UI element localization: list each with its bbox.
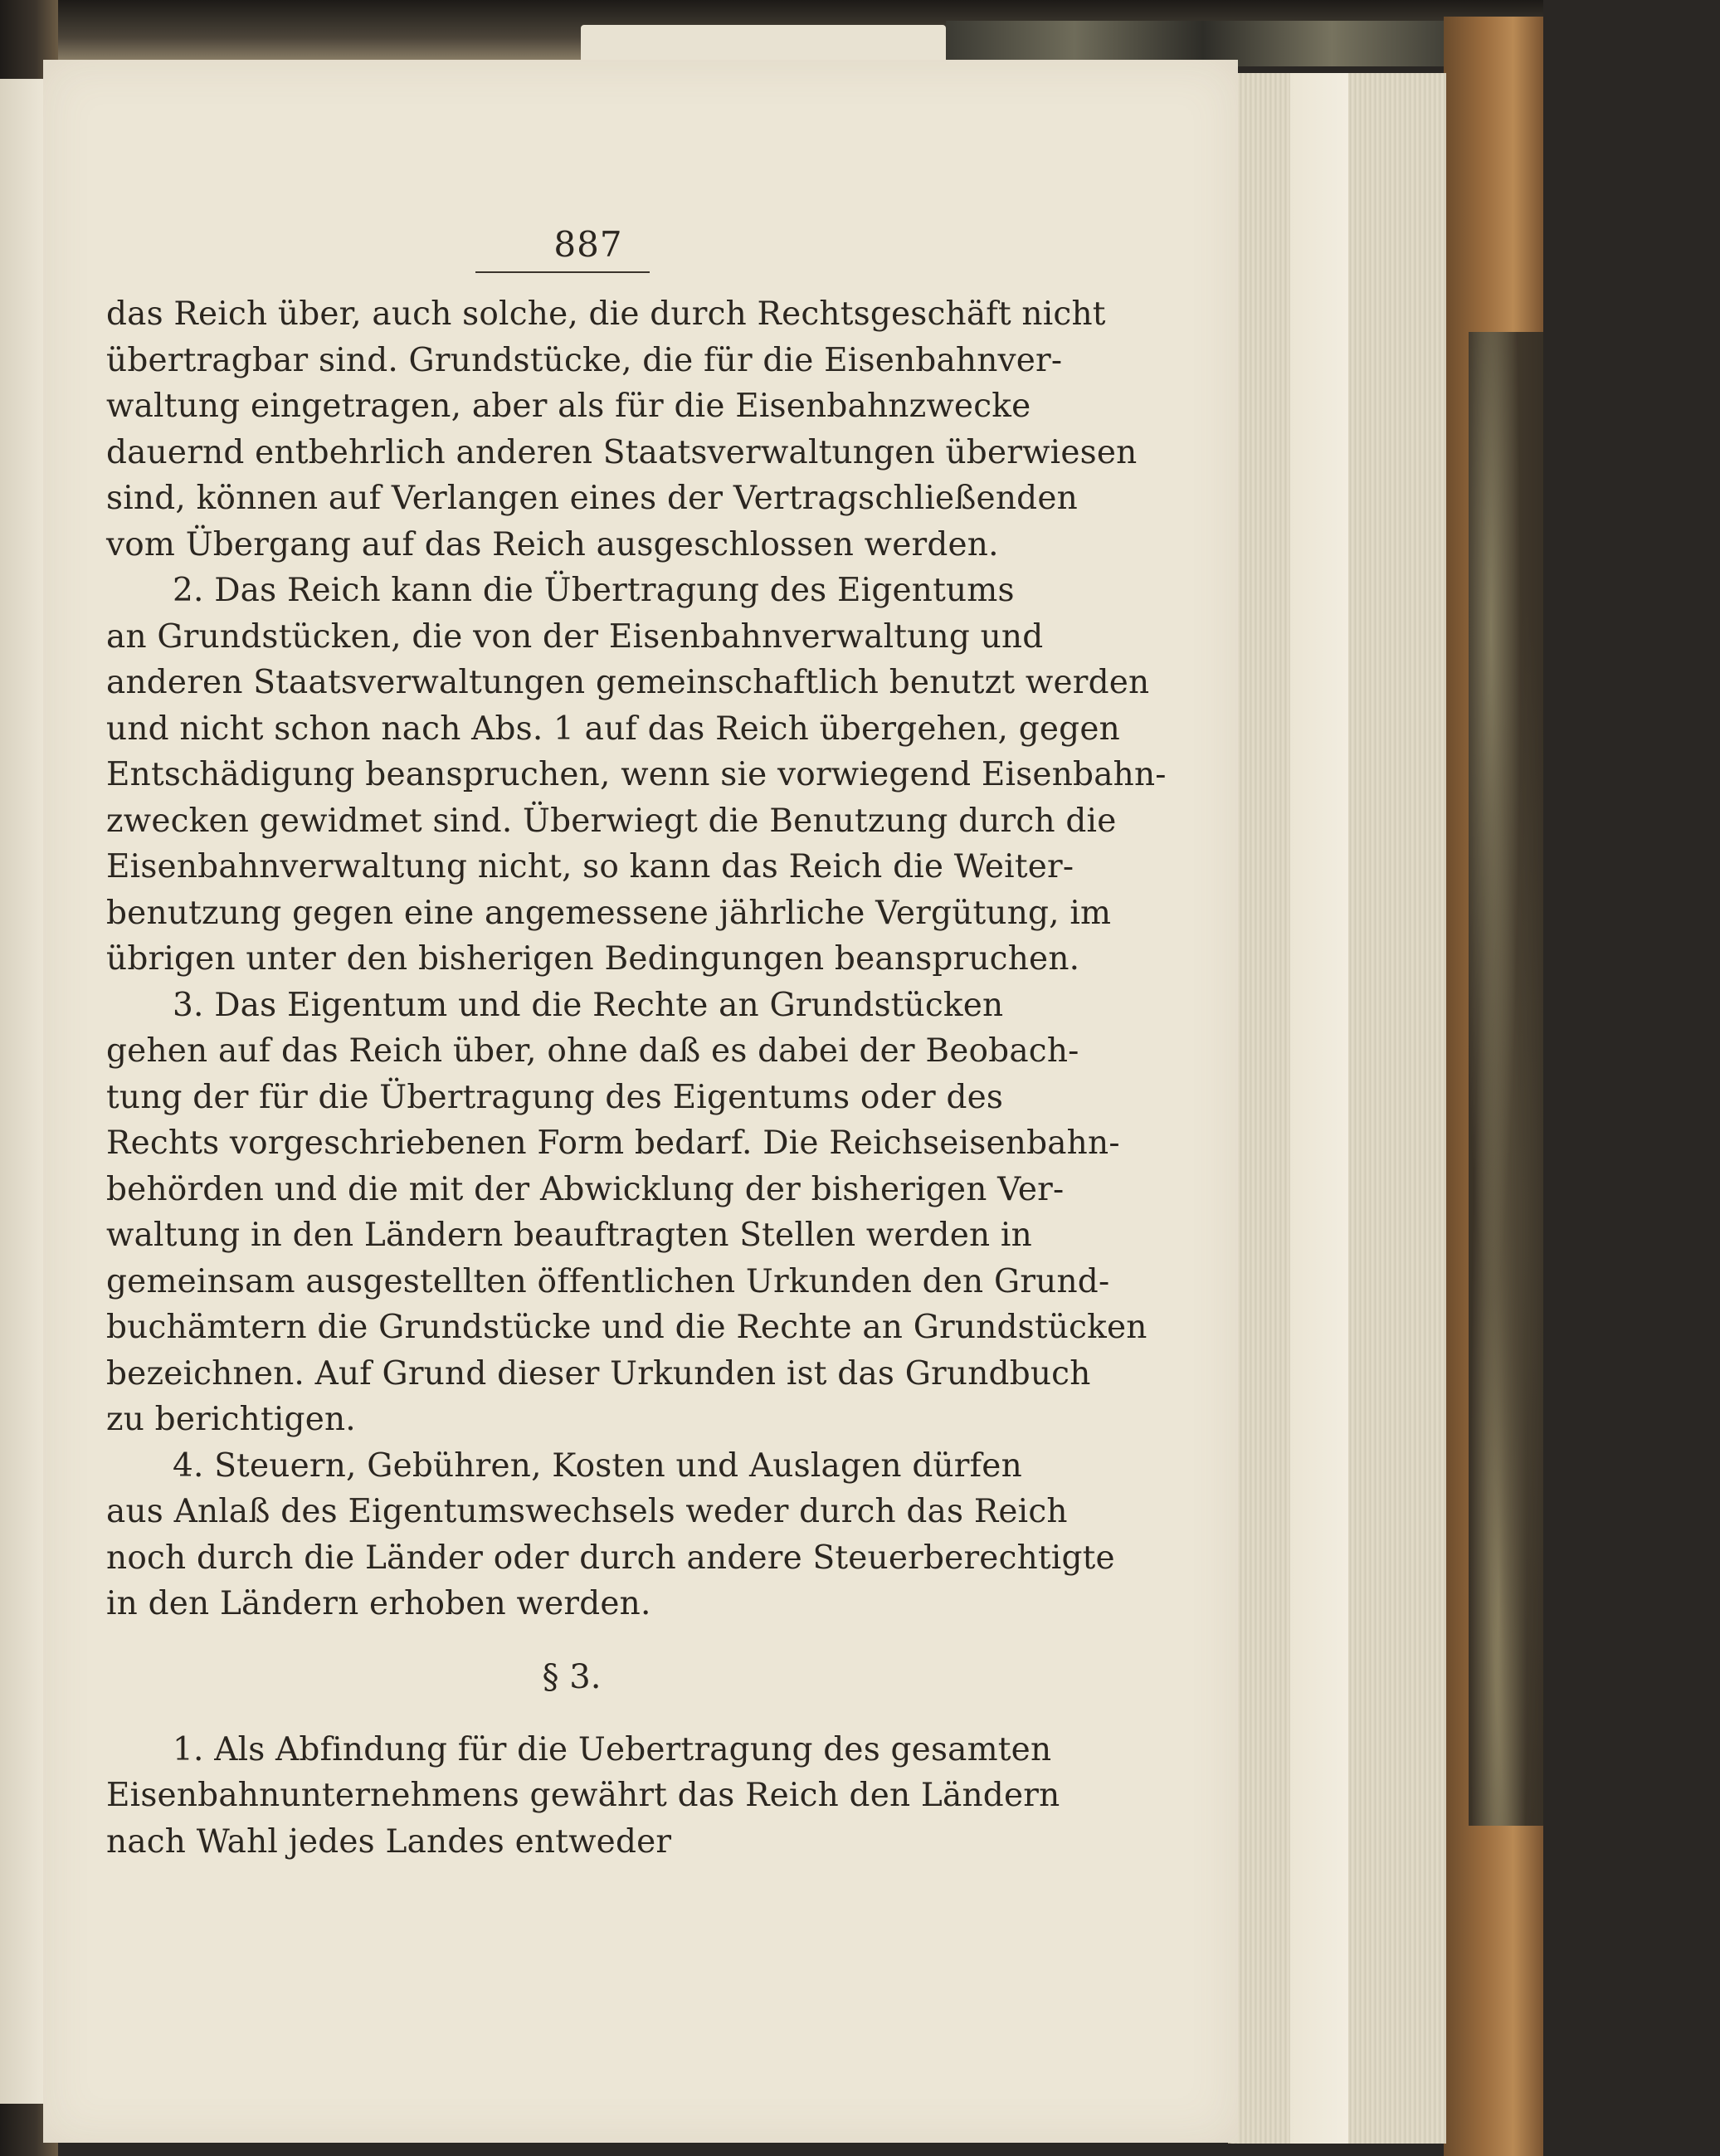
text-line: sind, können auf Verlangen eines der Vertragschließenden (106, 480, 1078, 517)
text-line: das Reich über, auch solche, die durch Rechtsgeschäft nicht (106, 295, 1106, 333)
text-line: vom Übergang auf das Reich ausgeschlossen werden. (106, 525, 999, 563)
page-number-rule (475, 271, 650, 273)
text-line: waltung eingetragen, aber als für die Eisenbahnzwecke (106, 388, 1031, 425)
text-line: nach Wahl jedes Landes entweder (106, 1822, 672, 1861)
text-line: 4. Steuern, Gebühren, Kosten und Auslagen dürfen (173, 1446, 1022, 1485)
text-line: an Grundstücken, die von der Eisenbahnverwaltung und (106, 617, 1044, 656)
text-line: 3. Das Eigentum und die Rechte an Grundstücken (173, 986, 1004, 1024)
text-line: waltung in den Ländern beauftragten Stellen werden in (106, 1217, 1032, 1254)
page-stack-front (1290, 73, 1348, 2144)
text-line: aus Anlaß des Eigentumswechsels weder durch das Reich (106, 1493, 1068, 1530)
page-text-block (106, 224, 1167, 1865)
section-heading: § 3. (542, 1657, 602, 1696)
text-line: tung der für die Übertragung des Eigentums oder des (106, 1078, 1004, 1116)
text-line: behörden und die mit der Abwicklung der bisherigen Ver- (106, 1170, 1065, 1208)
section-text (106, 1727, 1060, 1866)
text-line: übertragbar sind. Grundstücke, die für die Eisenbahnver- (106, 341, 1063, 379)
text-line: Eisenbahnunternehmens gewährt das Reich den Ländern (106, 1777, 1060, 1814)
text-line: in den Ländern erhoben werden. (106, 1585, 651, 1622)
text-line: buchämtern die Grundstücke und die Rechte an Grundstücken (106, 1309, 1147, 1346)
text-line: anderen Staatsverwaltungen gemeinschaftlich benutzt werden (106, 664, 1150, 701)
text-line: dauernd entbehrlich anderen Staatsverwaltungen überwiesen (106, 433, 1138, 471)
paragraph (106, 291, 1138, 568)
text-line: zwecken gewidmet sind. Überwiegt die Benutzung durch die (106, 802, 1117, 840)
left-page-edge (0, 79, 45, 2104)
body-text (106, 291, 1167, 1627)
text-line: benutzung gegen eine angemessene jährliche Vergütung, im (106, 894, 1112, 932)
text-line: Rechts vorgeschriebenen Form bedarf. Die Reichseisenbahn- (106, 1124, 1120, 1162)
text-line: bezeichnen. Auf Grund dieser Urkunden ist das Grundbuch (106, 1354, 1091, 1393)
text-line: gehen auf das Reich über, ohne daß es dabei der Beobach- (106, 1032, 1079, 1070)
paragraph (106, 1443, 1115, 1627)
page-number: 887 (553, 224, 623, 265)
paragraph (106, 1727, 1060, 1866)
text-line: und nicht schon nach Abs. 1 auf das Reich übergehen, gegen (106, 710, 1120, 748)
right-marbled-board (1469, 332, 1543, 1826)
text-line: zu berichtigen. (106, 1401, 356, 1438)
text-line: übrigen unter den bisherigen Bedingungen beanspruchen. (106, 940, 1080, 978)
text-line: Eisenbahnverwaltung nicht, so kann das Reich die Weiter- (106, 848, 1074, 885)
text-line: gemeinsam ausgestellten öffentlichen Urkunden den Grund- (106, 1262, 1110, 1300)
text-line: 2. Das Reich kann die Übertragung des Eigentums (173, 572, 1015, 609)
paragraph (106, 983, 1147, 1443)
text-line: Entschädigung beanspruchen, wenn sie vorwiegend Eisenbahn- (106, 756, 1167, 793)
text-line: noch durch die Länder oder durch andere Steuerberechtigte (106, 1539, 1115, 1577)
paragraph (106, 568, 1167, 983)
text-line: 1. Als Abfindung für die Uebertragung des gesamten (173, 1730, 1052, 1768)
